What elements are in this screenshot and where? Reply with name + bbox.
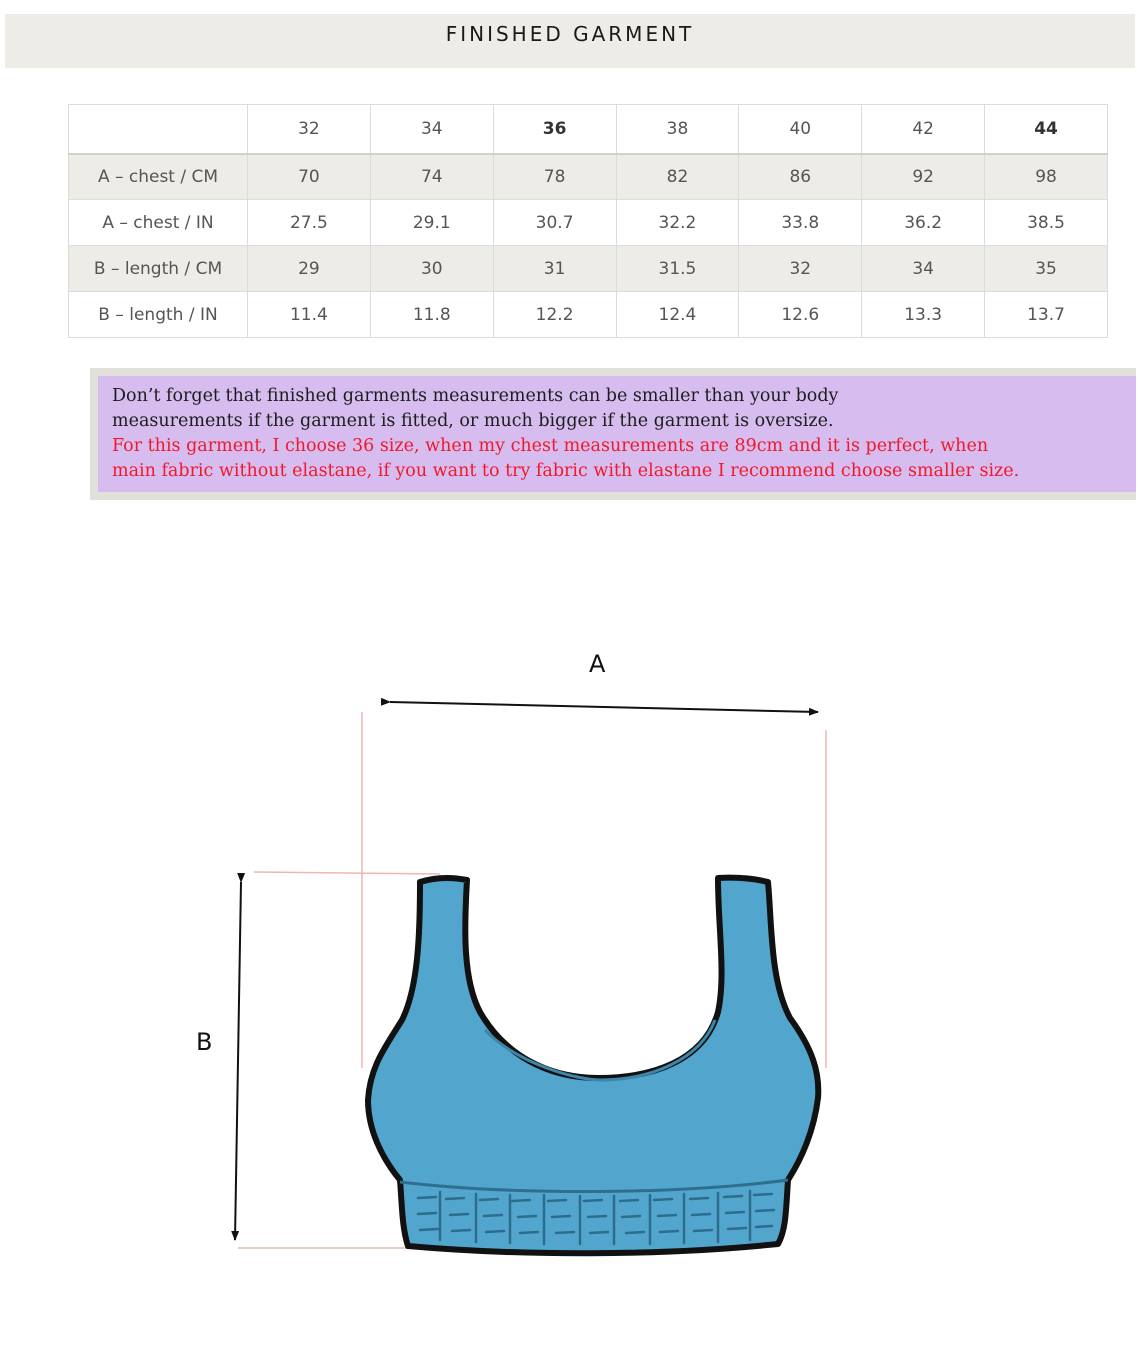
table-cell: 29.1 (370, 200, 493, 246)
row-label: B – length / IN (69, 292, 248, 338)
waistband-seam (400, 1180, 788, 1192)
table-cell: 32.2 (616, 200, 739, 246)
size-header-cell: 40 (739, 105, 862, 154)
size-header-cell: 42 (862, 105, 985, 154)
recommendation-line: main fabric without elastane, if you want to try fabric with elastane I recommend choose smaller size. (112, 461, 1020, 481)
arrow-a (390, 702, 818, 712)
table-cell: 70 (248, 154, 371, 200)
table-cell: 12.2 (493, 292, 616, 338)
table-cell: 29 (248, 246, 371, 292)
table-cell: 86 (739, 154, 862, 200)
garment-shape (368, 878, 818, 1254)
size-header-cell: 34 (370, 105, 493, 154)
table-cell: 82 (616, 154, 739, 200)
row-label: A – chest / CM (69, 154, 248, 200)
table-cell: 78 (493, 154, 616, 200)
neckline-shade (485, 1020, 715, 1080)
note-line: Don’t forget that finished garments measurements can be smaller than your body (112, 386, 839, 406)
table-row (69, 246, 1108, 292)
table-cell: 31 (493, 246, 616, 292)
table-cell: 98 (985, 154, 1108, 200)
table-cell: 32 (739, 246, 862, 292)
table-cell: 27.5 (248, 200, 371, 246)
size-header-cell: 32 (248, 105, 371, 154)
note-line: measurements if the garment is fitted, or much bigger if the garment is oversize. (112, 411, 834, 431)
corner-cell (69, 105, 248, 154)
table-row (69, 154, 1108, 200)
table-cell: 12.4 (616, 292, 739, 338)
table-cell: 12.6 (739, 292, 862, 338)
fit-note-text (98, 376, 1136, 492)
table-cell: 11.8 (370, 292, 493, 338)
table-cell: 74 (370, 154, 493, 200)
dimension-label-a: A (589, 650, 606, 678)
size-chart-table (68, 104, 1108, 338)
table-cell: 92 (862, 154, 985, 200)
table-row (69, 200, 1108, 246)
table-cell: 38.5 (985, 200, 1108, 246)
row-label: A – chest / IN (69, 200, 248, 246)
table-cell: 31.5 (616, 246, 739, 292)
table-cell: 36.2 (862, 200, 985, 246)
table-cell: 33.8 (739, 200, 862, 246)
dimension-label-b: B (196, 1028, 213, 1056)
table-row (69, 292, 1108, 338)
table-cell: 13.3 (862, 292, 985, 338)
size-header-cell: 38 (616, 105, 739, 154)
smocking-stitches (418, 1191, 774, 1244)
row-label: B – length / CM (69, 246, 248, 292)
page-title: FINISHED GARMENT (445, 22, 695, 46)
recommendation-line: For this garment, I choose 36 size, when my chest measurements are 89cm and it is perfect, when (112, 436, 989, 456)
fit-note (90, 368, 1136, 500)
table-cell: 35 (985, 246, 1108, 292)
table-cell: 30.7 (493, 200, 616, 246)
size-header-cell: 44 (985, 105, 1108, 154)
guide-line-top (254, 872, 440, 874)
arrow-b (235, 882, 241, 1240)
table-cell: 13.7 (985, 292, 1108, 338)
size-header-cell: 36 (493, 105, 616, 154)
table-cell: 34 (862, 246, 985, 292)
table-cell: 30 (370, 246, 493, 292)
table-cell: 11.4 (248, 292, 371, 338)
size-header-row (69, 105, 1108, 154)
